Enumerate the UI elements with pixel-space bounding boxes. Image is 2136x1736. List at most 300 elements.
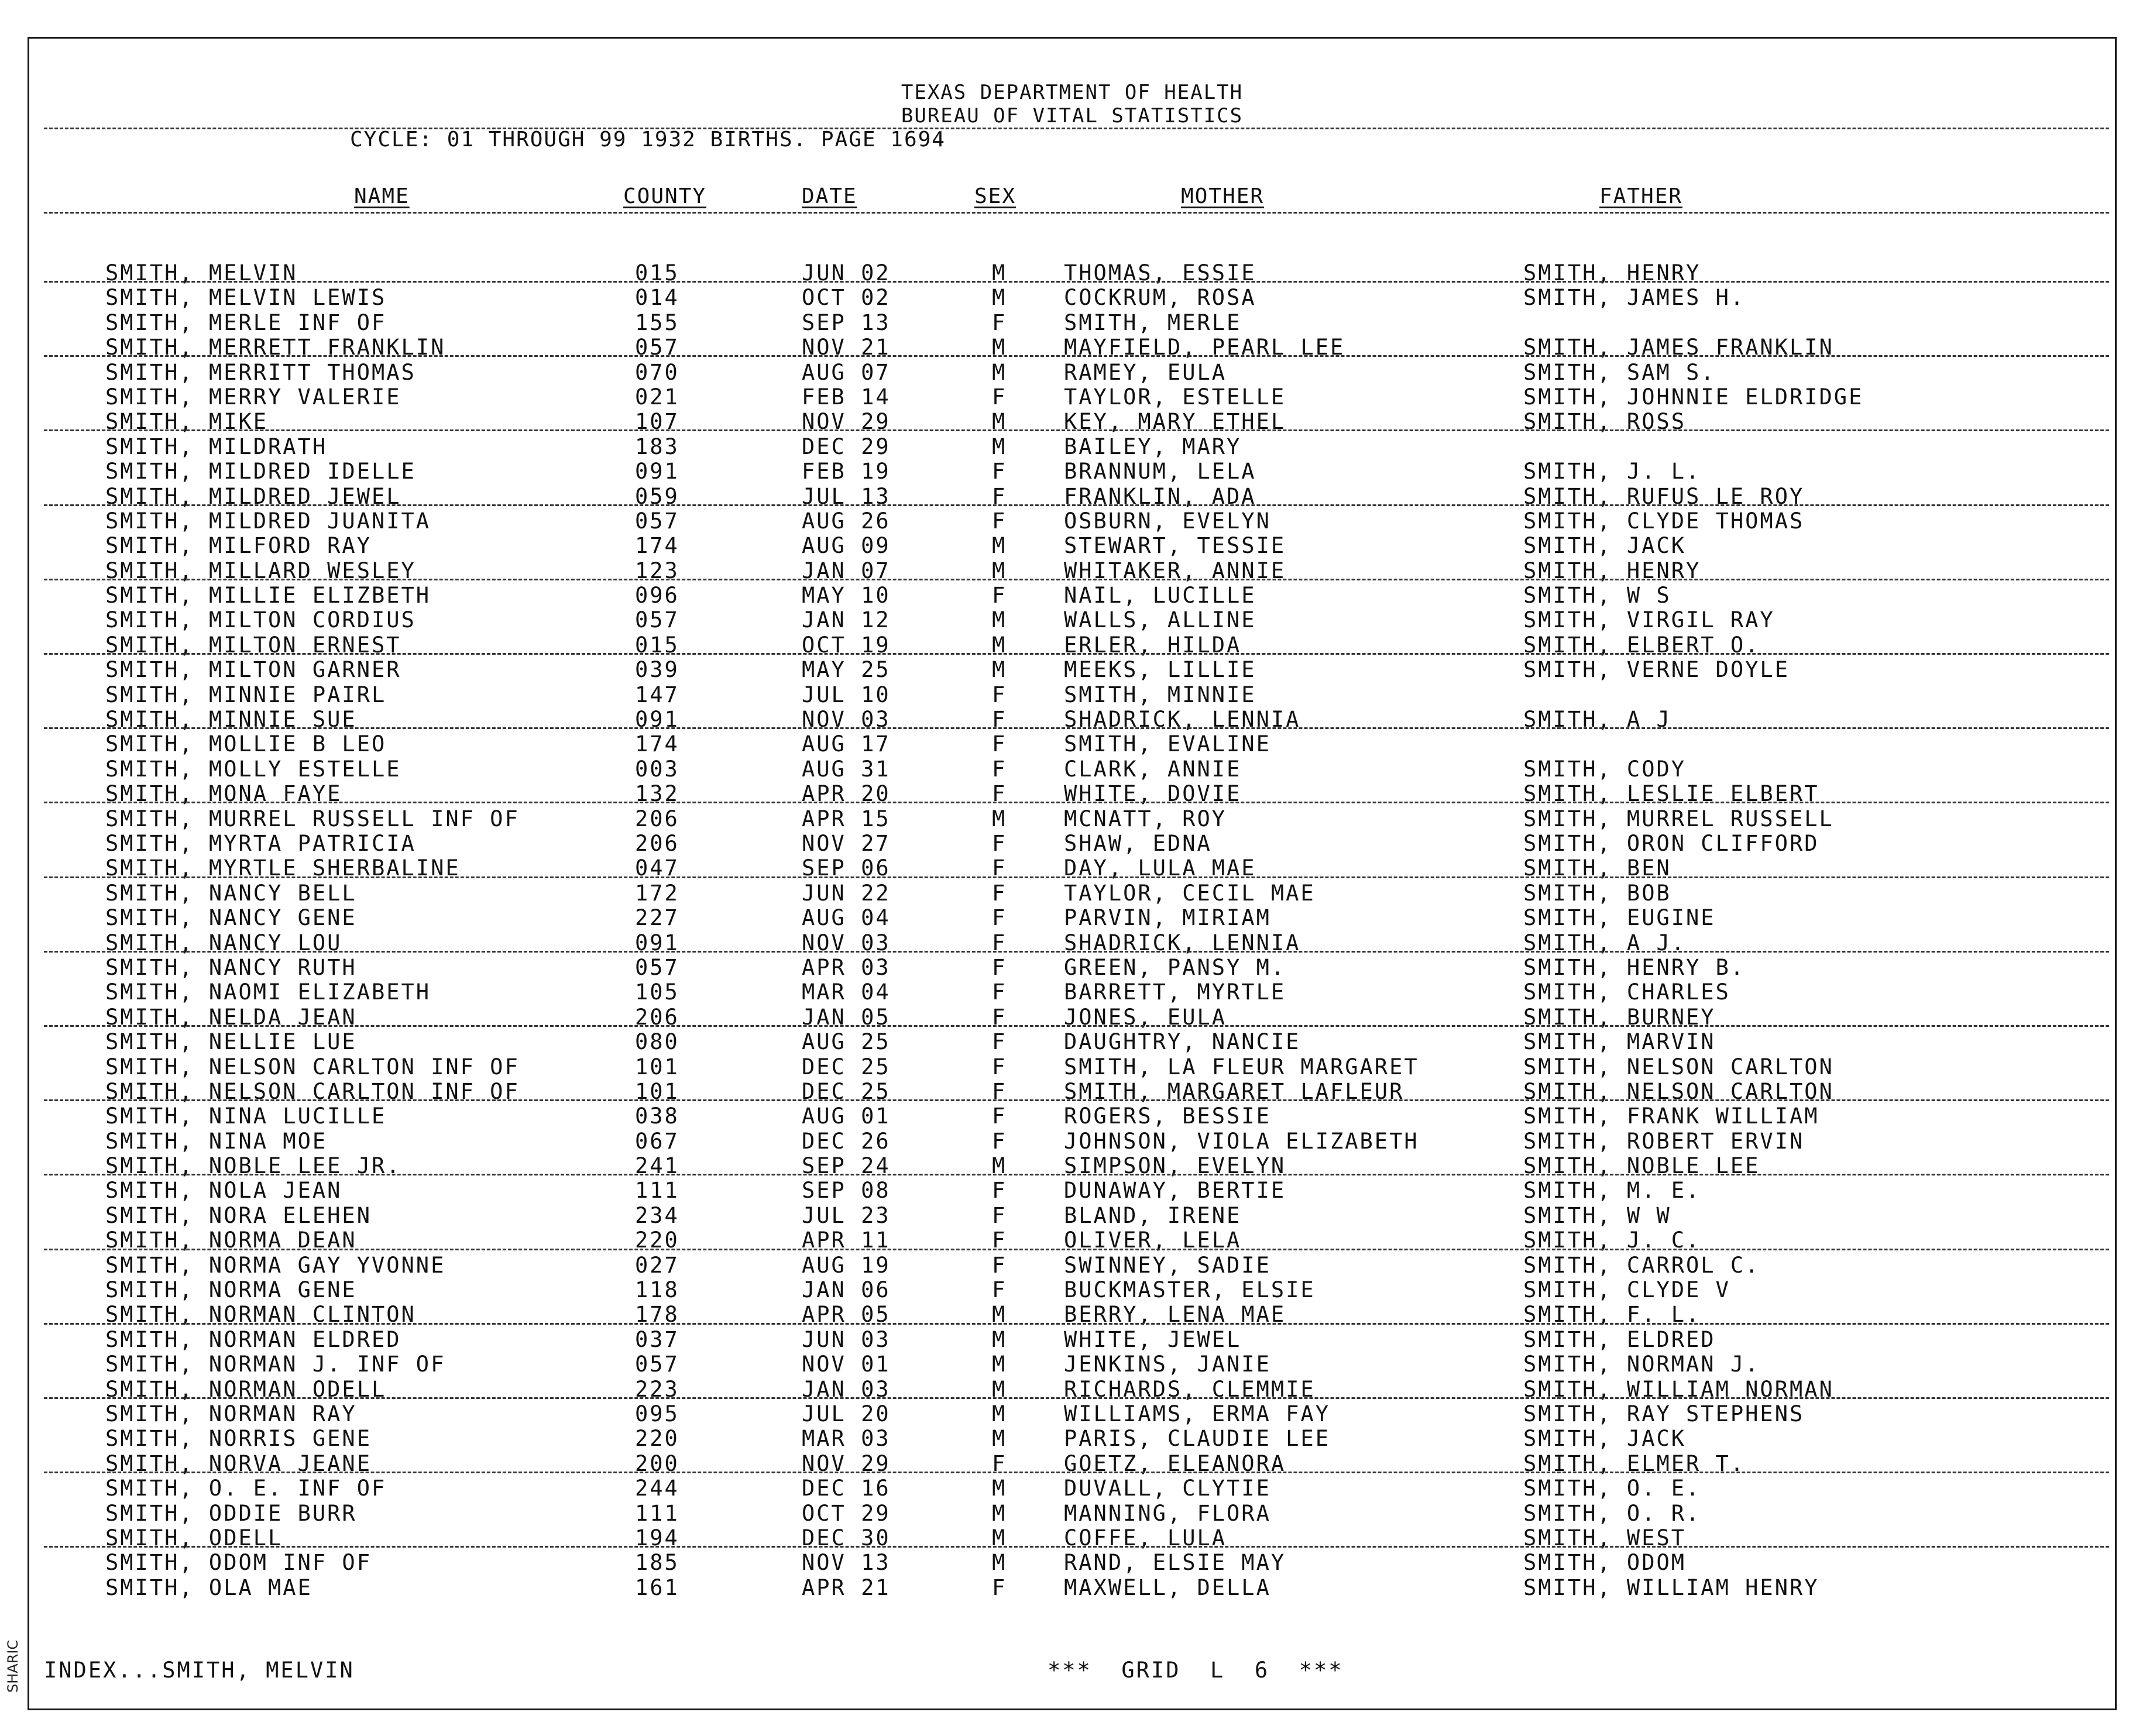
table-row [29,1551,2115,1575]
record-name: SMITH, NORMA GENE [105,1277,357,1303]
record-date: SEP 06 [802,855,891,881]
record-mother: BLAND, IRENE [1064,1202,1242,1228]
record-name: SMITH, NINA MOE [105,1128,328,1154]
record-name: SMITH, MILFORD RAY [105,533,372,559]
record-sex: F [992,459,1007,484]
table-row [29,658,2115,682]
record-county: 105 [635,979,679,1005]
record-mother: SMITH, LA FLEUR MARGARET [1064,1054,1419,1080]
record-county: 206 [635,830,679,856]
record-date: AUG 07 [802,359,891,385]
record-father: SMITH, M. E. [1523,1178,1701,1204]
record-sex: F [992,880,1007,906]
table-row [29,683,2115,707]
record-mother: PARVIN, MIRIAM [1064,905,1271,931]
record-mother: WALLS, ALLINE [1064,607,1256,633]
record-father: SMITH, NOBLE LEE [1523,1153,1760,1179]
record-name: SMITH, MINNIE PAIRL [105,682,387,707]
record-father: SMITH, NELSON CARLTON [1523,1054,1834,1080]
table-row [29,1352,2115,1377]
record-date: NOV 01 [802,1352,891,1377]
table-row [29,1402,2115,1426]
record-father: SMITH, ROBERT ERVIN [1523,1128,1805,1154]
record-mother: DAUGHTRY, NANCIE [1064,1029,1301,1055]
row-group-divider [44,579,2109,580]
record-date: APR 21 [802,1575,891,1600]
record-father: SMITH, ELMER T. [1523,1450,1746,1476]
record-sex: M [992,558,1007,583]
record-sex: M [992,1500,1007,1526]
table-row [29,459,2115,484]
record-date: NOV 03 [802,707,891,733]
record-name: SMITH, MURREL RUSSELL INF OF [105,806,520,831]
record-name: SMITH, NANCY RUTH [105,954,357,980]
record-sex: F [992,1575,1007,1600]
record-name: SMITH, ODDIE BURR [105,1500,357,1526]
record-father: SMITH, SAM S. [1523,359,1716,385]
record-date: JUN 03 [802,1326,891,1352]
record-county: 118 [635,1277,679,1303]
column-header-divider [44,212,2109,214]
record-father: SMITH, CARROL C. [1523,1252,1760,1278]
table-row [29,1576,2115,1600]
record-father: SMITH, WEST [1523,1525,1687,1551]
record-mother: MANNING, FLORA [1064,1500,1271,1526]
record-name: SMITH, MYRTLE SHERBALINE [105,855,461,881]
record-date: SEP 24 [802,1153,891,1179]
record-county: 183 [635,434,679,459]
record-mother: FRANKLIN, ADA [1064,483,1256,509]
record-father: SMITH, LESLIE ELBERT [1523,781,1819,807]
record-mother: MCNATT, ROY [1064,806,1227,831]
record-name: SMITH, MELVIN LEWIS [105,285,387,311]
record-county: 147 [635,682,679,707]
table-row [29,1253,2115,1278]
record-mother: MEEKS, LILLIE [1064,657,1256,683]
record-father: SMITH, RAY STEPHENS [1523,1401,1805,1426]
record-mother: WHITAKER, ANNIE [1064,558,1286,583]
row-group-divider [44,1099,2109,1101]
table-row [29,509,2115,534]
record-date: NOV 21 [802,335,891,360]
record-sex: F [992,707,1007,733]
record-father: SMITH, VIRGIL RAY [1523,607,1775,633]
record-father: SMITH, W W [1523,1202,1671,1228]
record-date: AUG 25 [802,1029,891,1055]
record-county: 095 [635,1401,679,1426]
record-mother: BAILEY, MARY [1064,434,1242,459]
record-name: SMITH, NANCY LOU [105,930,342,955]
record-date: AUG 31 [802,756,891,782]
record-mother: WHITE, JEWEL [1064,1326,1242,1352]
record-father: SMITH, JAMES FRANKLIN [1523,335,1834,360]
record-sex: M [992,657,1007,683]
record-sex: F [992,1277,1007,1303]
record-county: 057 [635,954,679,980]
record-county: 070 [635,359,679,385]
record-name: SMITH, NOBLE LEE JR. [105,1153,401,1179]
record-county: 111 [635,1500,679,1526]
record-father: SMITH, CODY [1523,756,1687,782]
record-father: SMITH, HENRY [1523,260,1701,286]
record-father: SMITH, O. R. [1523,1500,1701,1526]
record-name: SMITH, ODELL [105,1525,283,1551]
record-mother: JONES, EULA [1064,1004,1227,1030]
record-sex: M [992,806,1007,831]
column-header-father: FATHER [1599,184,1683,208]
record-sex: F [992,855,1007,881]
record-mother: SMITH, MINNIE [1064,682,1256,707]
table-row [29,757,2115,782]
record-mother: WILLIAMS, ERMA FAY [1064,1401,1330,1426]
record-sex: M [992,1376,1007,1402]
record-mother: ERLER, HILDA [1064,632,1242,658]
record-father: SMITH, RUFUS LE ROY [1523,483,1805,509]
record-sex: F [992,1128,1007,1154]
record-name: SMITH, NORMAN RAY [105,1401,357,1426]
record-county: 057 [635,1352,679,1377]
record-county: 174 [635,731,679,757]
table-row [29,534,2115,558]
record-father: SMITH, BEN [1523,855,1671,881]
record-date: MAR 04 [802,979,891,1005]
record-date: MAY 10 [802,583,891,609]
record-name: SMITH, NORMAN ELDRED [105,1326,401,1352]
record-date: JAN 07 [802,558,891,583]
column-header-name: NAME [354,184,410,208]
record-county: 223 [635,1376,679,1402]
table-row [29,435,2115,459]
row-group-divider [44,1472,2109,1473]
record-county: 039 [635,657,679,683]
record-county: 244 [635,1476,679,1501]
record-date: MAR 03 [802,1426,891,1452]
record-sex: F [992,1178,1007,1204]
record-father: SMITH, MURREL RUSSELL [1523,806,1834,831]
record-mother: TAYLOR, ESTELLE [1064,384,1286,410]
record-sex: M [992,1326,1007,1352]
table-row [29,583,2115,608]
record-date: APR 03 [802,954,891,980]
record-name: SMITH, NORMAN CLINTON [105,1302,416,1328]
table-row [29,1055,2115,1080]
record-sex: F [992,508,1007,534]
record-date: NOV 13 [802,1550,891,1576]
department-title: TEXAS DEPARTMENT OF HEALTH [901,81,1244,104]
record-county: 067 [635,1128,679,1154]
record-sex: F [992,1450,1007,1476]
record-mother: OSBURN, EVELYN [1064,508,1271,534]
record-sex: M [992,359,1007,385]
record-date: FEB 14 [802,384,891,410]
record-sex: F [992,1078,1007,1104]
record-county: 101 [635,1054,679,1080]
record-mother: RICHARDS, CLEMMIE [1064,1376,1316,1402]
record-county: 234 [635,1202,679,1228]
record-father: SMITH, CLYDE THOMAS [1523,508,1805,534]
record-father: SMITH, A J [1523,707,1671,733]
record-father: SMITH, ORON CLIFFORD [1523,830,1819,856]
record-sex: F [992,731,1007,757]
record-sex: F [992,954,1007,980]
record-father: SMITH, ELBERT O. [1523,632,1760,658]
record-county: 194 [635,1525,679,1551]
record-name: SMITH, MILDRED JEWEL [105,483,401,509]
record-sex: F [992,1054,1007,1080]
row-group-divider [44,1249,2109,1250]
table-row [29,311,2115,335]
record-sex: F [992,1252,1007,1278]
record-mother: MAYFIELD, PEARL LEE [1064,335,1345,360]
record-name: SMITH, NORVA JEANE [105,1450,372,1476]
record-mother: RAMEY, EULA [1064,359,1227,385]
table-row [29,360,2115,385]
row-group-divider [44,504,2109,506]
record-county: 015 [635,632,679,658]
record-mother: PARIS, CLAUDIE LEE [1064,1426,1330,1452]
record-mother: JOHNSON, VIOLA ELIZABETH [1064,1128,1419,1154]
record-date: JUL 13 [802,483,891,509]
record-name: SMITH, NORMAN ODELL [105,1376,387,1402]
table-row [29,1426,2115,1451]
record-date: APR 11 [802,1228,891,1253]
row-group-divider [44,802,2109,803]
record-sex: M [992,1426,1007,1452]
record-date: DEC 25 [802,1078,891,1104]
record-father: SMITH, BOB [1523,880,1671,906]
row-group-divider [44,1546,2109,1548]
table-row [29,1476,2115,1501]
row-group-divider [44,653,2109,655]
record-county: 091 [635,930,679,955]
record-name: SMITH, NAOMI ELIZABETH [105,979,431,1005]
row-group-divider [44,429,2109,431]
record-date: FEB 19 [802,459,891,484]
record-name: SMITH, MILDRED JUANITA [105,508,431,534]
record-county: 206 [635,1004,679,1030]
record-sex: M [992,285,1007,311]
record-county: 021 [635,384,679,410]
record-date: AUG 04 [802,905,891,931]
table-row [29,807,2115,831]
record-date: AUG 01 [802,1104,891,1129]
record-mother: SIMPSON, EVELYN [1064,1153,1286,1179]
record-father: SMITH, JACK [1523,533,1687,559]
record-father: SMITH, BURNEY [1523,1004,1716,1030]
record-sex: F [992,979,1007,1005]
record-mother: SHADRICK, LENNIA [1064,930,1301,955]
table-row [29,608,2115,632]
record-date: NOV 29 [802,409,891,435]
record-sex: F [992,682,1007,707]
record-sex: F [992,483,1007,509]
record-county: 059 [635,483,679,509]
record-name: SMITH, NORA ELEHEN [105,1202,372,1228]
record-county: 057 [635,335,679,360]
record-name: SMITH, NELSON CARLTON INF OF [105,1078,520,1104]
record-name: SMITH, NANCY BELL [105,880,357,906]
record-county: 241 [635,1153,679,1179]
side-margin-code: SHARIC [5,1639,21,1693]
record-mother: KEY, MARY ETHEL [1064,409,1286,435]
record-date: JUL 10 [802,682,891,707]
record-name: SMITH, MERLE INF OF [105,310,387,335]
record-mother: SHAW, EDNA [1064,830,1212,856]
column-header-county: COUNTY [623,184,707,208]
table-row [29,385,2115,410]
record-mother: DUVALL, CLYTIE [1064,1476,1271,1501]
record-county: 220 [635,1426,679,1452]
column-header-mother: MOTHER [1181,184,1265,208]
table-row [29,1204,2115,1228]
record-date: NOV 29 [802,1450,891,1476]
bureau-title: BUREAU OF VITAL STATISTICS [901,104,1244,128]
record-name: SMITH, MILTON ERNEST [105,632,401,658]
record-sex: M [992,409,1007,435]
record-county: 174 [635,533,679,559]
record-sex: F [992,1228,1007,1253]
row-group-divider [44,1025,2109,1027]
record-mother: OLIVER, LELA [1064,1228,1242,1253]
record-father: SMITH, VERNE DOYLE [1523,657,1790,683]
record-sex: M [992,1401,1007,1426]
record-mother: BRANNUM, LELA [1064,459,1256,484]
table-row [29,906,2115,930]
record-mother: GREEN, PANSY M. [1064,954,1286,980]
record-date: AUG 26 [802,508,891,534]
record-date: DEC 26 [802,1128,891,1154]
record-date: APR 15 [802,806,891,831]
table-row [29,881,2115,906]
table-row [29,1501,2115,1526]
records-list [29,261,2115,1600]
table-row [29,1328,2115,1352]
record-date: JAN 05 [802,1004,891,1030]
record-sex: M [992,1302,1007,1328]
record-sex: F [992,1202,1007,1228]
record-date: DEC 30 [802,1525,891,1551]
record-sex: M [992,607,1007,633]
record-father: SMITH, CHARLES [1523,979,1730,1005]
record-county: 172 [635,880,679,906]
record-sex: M [992,1525,1007,1551]
row-group-divider [44,951,2109,953]
record-father: SMITH, J. L. [1523,459,1701,484]
record-name: SMITH, MILLARD WESLEY [105,558,416,583]
record-mother: SMITH, EVALINE [1064,731,1271,757]
record-sex: M [992,1352,1007,1377]
record-date: JUN 22 [802,880,891,906]
record-county: 057 [635,508,679,534]
record-date: DEC 29 [802,434,891,459]
record-sex: M [992,533,1007,559]
record-mother: THOMAS, ESSIE [1064,260,1256,286]
column-header-sex: SEX [974,184,1017,208]
table-row [29,1278,2115,1302]
table-row [29,1178,2115,1203]
record-county: 161 [635,1575,679,1600]
record-mother: STEWART, TESSIE [1064,533,1286,559]
record-county: 111 [635,1178,679,1204]
cycle-line: CYCLE: 01 THROUGH 99 1932 BIRTHS. PAGE 1694 [350,128,946,152]
record-county: 003 [635,756,679,782]
record-county: 047 [635,855,679,881]
record-father: SMITH, HENRY [1523,558,1701,583]
record-date: DEC 16 [802,1476,891,1501]
footer-grid: *** GRID L 6 *** [1048,1658,1344,1683]
row-group-divider [44,1397,2109,1399]
record-name: SMITH, MILDRATH [105,434,328,459]
table-row [29,831,2115,856]
record-county: 132 [635,781,679,807]
record-date: OCT 19 [802,632,891,658]
record-mother: WHITE, DOVIE [1064,781,1242,807]
record-father: SMITH, ROSS [1523,409,1687,435]
record-mother: SHADRICK, LENNIA [1064,707,1301,733]
record-date: JAN 12 [802,607,891,633]
record-name: SMITH, MOLLY ESTELLE [105,756,401,782]
record-sex: F [992,905,1007,931]
record-name: SMITH, NORMAN J. INF OF [105,1352,446,1377]
record-date: AUG 09 [802,533,891,559]
record-name: SMITH, MILDRED IDELLE [105,459,416,484]
row-group-divider [44,1174,2109,1175]
record-county: 038 [635,1104,679,1129]
record-mother: SWINNEY, SADIE [1064,1252,1271,1278]
record-mother: GOETZ, ELEANORA [1064,1450,1286,1476]
record-county: 014 [635,285,679,311]
record-father: SMITH, EUGINE [1523,905,1716,931]
record-mother: MAXWELL, DELLA [1064,1575,1271,1600]
footer-index: INDEX...SMITH, MELVIN [44,1658,355,1683]
record-sex: M [992,632,1007,658]
record-sex: F [992,930,1007,955]
record-mother: JENKINS, JANIE [1064,1352,1271,1377]
record-father: SMITH, CLYDE V [1523,1277,1730,1303]
record-date: OCT 02 [802,285,891,311]
record-date: NOV 27 [802,830,891,856]
record-mother: ROGERS, BESSIE [1064,1104,1271,1129]
record-date: JUN 02 [802,260,891,286]
table-row [29,1030,2115,1054]
record-county: 091 [635,707,679,733]
record-name: SMITH, NINA LUCILLE [105,1104,387,1129]
record-father: SMITH, JACK [1523,1426,1687,1452]
record-name: SMITH, MERRETT FRANKLIN [105,335,446,360]
record-sex: F [992,1029,1007,1055]
record-mother: DUNAWAY, BERTIE [1064,1178,1286,1204]
record-county: 027 [635,1252,679,1278]
record-name: SMITH, MILTON CORDIUS [105,607,416,633]
record-date: DEC 25 [802,1054,891,1080]
record-mother: RAND, ELSIE MAY [1064,1550,1286,1576]
record-sex: M [992,434,1007,459]
record-mother: BUCKMASTER, ELSIE [1064,1277,1316,1303]
table-row [29,955,2115,980]
record-sex: F [992,830,1007,856]
birth-index-page [28,37,2117,1710]
record-mother: SMITH, MERLE [1064,310,1242,335]
record-name: SMITH, MYRTA PATRICIA [105,830,416,856]
record-mother: DAY, LULA MAE [1064,855,1256,881]
record-county: 101 [635,1078,679,1104]
record-county: 200 [635,1450,679,1476]
row-group-divider [44,1323,2109,1325]
record-name: SMITH, MERRITT THOMAS [105,359,416,385]
record-name: SMITH, NORMA DEAN [105,1228,357,1253]
table-row [29,980,2115,1005]
record-sex: F [992,1004,1007,1030]
